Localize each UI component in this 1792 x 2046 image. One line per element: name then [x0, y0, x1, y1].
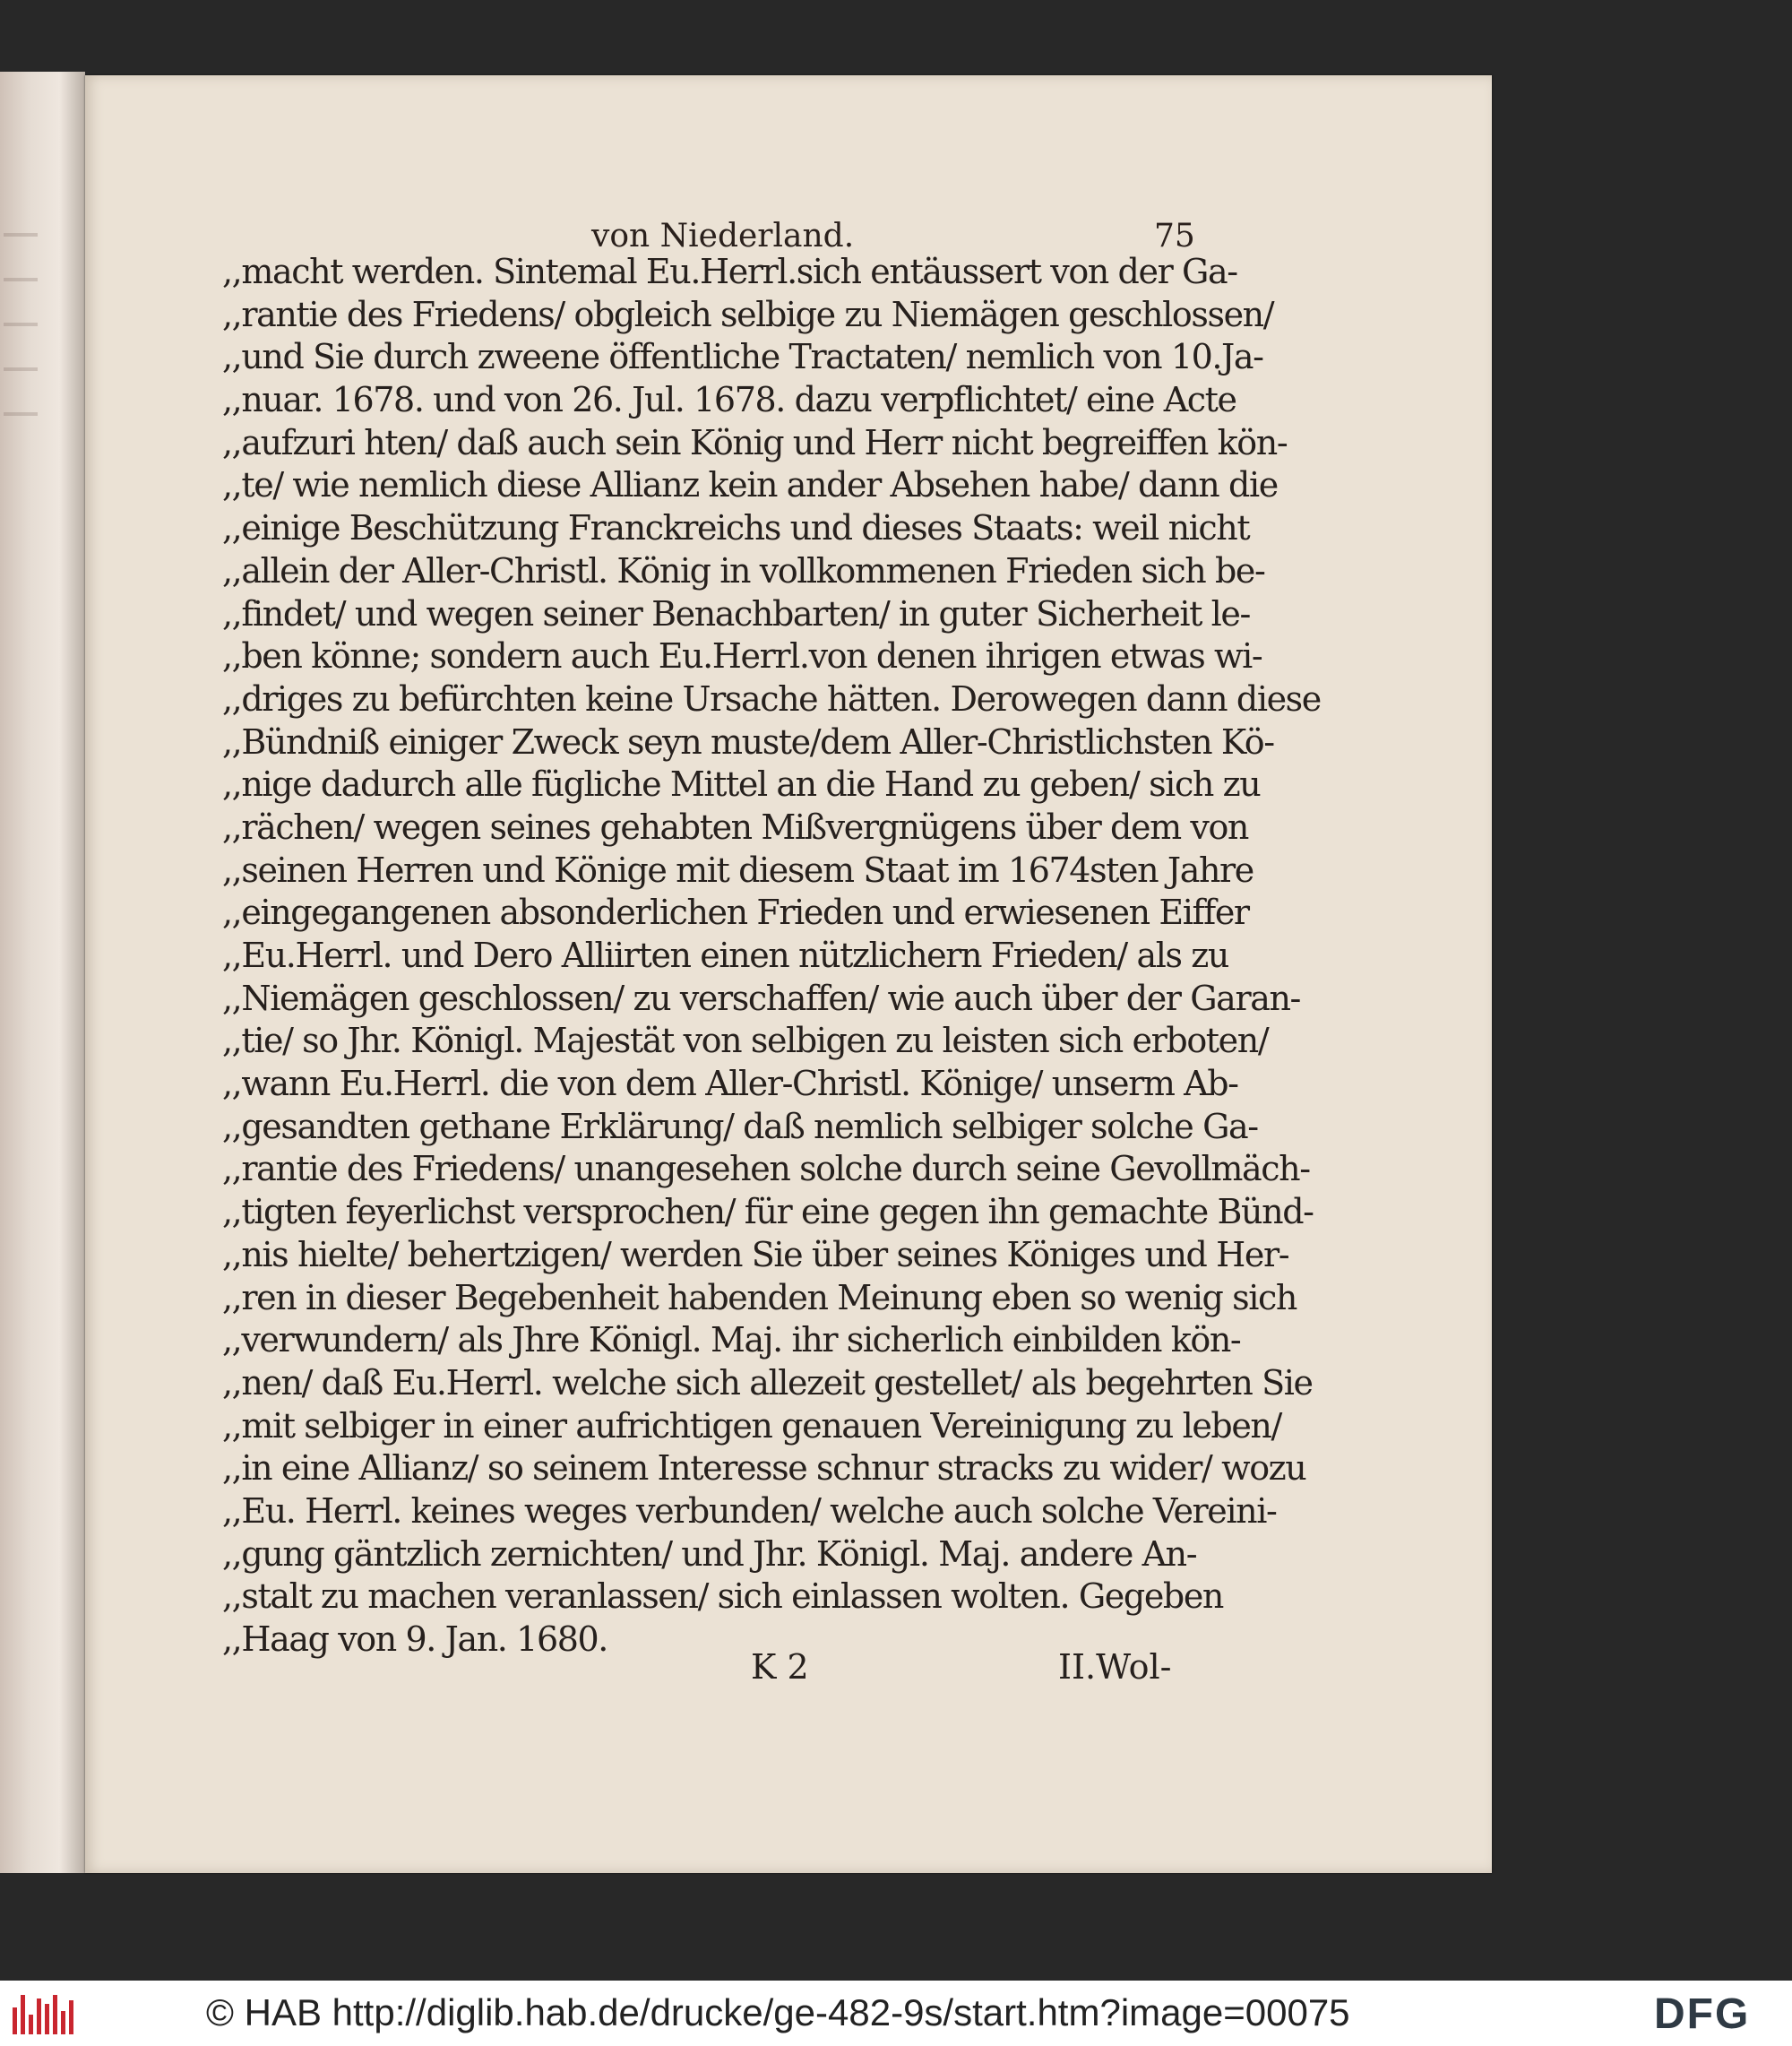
text-line: ,,Haag von 9. Jan. 1680.	[222, 1619, 607, 1659]
text-line: ,,nige dadurch alle fügliche Mittel an die Hand zu geben/ sich zu	[222, 764, 1261, 805]
text-line: ,,tigten feyerlichst versprochen/ für eine gegen ihn gemachte Bünd-	[222, 1192, 1314, 1232]
text-line: ,,aufzuri hten/ daß auch sein König und Herr nicht begreiffen kön-	[222, 422, 1288, 462]
text-line: ,,tie/ so Jhr. Königl. Majestät von selbigen zu leisten sich erboten/	[222, 1021, 1269, 1061]
text-line: ,,rantie des Friedens/ unangesehen solche durch seine Gevollmäch-	[222, 1149, 1310, 1189]
dfg-logo: DFG	[1654, 1990, 1751, 2038]
text-line: ,,in eine Allianz/ so seinem Interesse schnur stracks zu wider/ wozu	[222, 1448, 1306, 1489]
text-line: ,,und Sie durch zweene öffentliche Tractaten/ nemlich von 10.Ja-	[222, 337, 1263, 377]
text-line: ,,mit selbiger in einer aufrichtigen genauen Vereinigung zu leben/	[222, 1405, 1281, 1446]
text-line: ,,allein der Aller-Christl. König in vollkommenen Frieden sich be-	[222, 550, 1265, 591]
text-line: ,,Bündniß einiger Zweck seyn muste/dem Aller-Christlichsten Kö-	[222, 721, 1274, 762]
attribution-bar	[0, 1981, 1792, 2046]
credit-link[interactable]: © HAB http://diglib.hab.de/drucke/ge-482-9s/start.htm?image=00075	[206, 1991, 1350, 2033]
hab-logo-icon	[13, 1993, 75, 2034]
text-line: ,,gesandten gethane Erklärung/ daß nemlich selbiger solche Ga-	[222, 1106, 1258, 1146]
page-number: 75	[1154, 218, 1195, 255]
text-line: ,,rantie des Friedens/ obgleich selbige zu Niemägen geschlossen/	[222, 294, 1274, 334]
text-line: ,,wann Eu.Herrl. die von dem Aller-Christl. Könige/ unserm Ab-	[222, 1064, 1238, 1104]
text-line: ,,Eu.Herrl. und Dero Alliirten einen nützlichern Frieden/ als zu	[222, 936, 1228, 975]
text-line: ,,eingegangenen absonderlichen Frieden und erwiesenen Eiffer	[222, 893, 1249, 933]
text-line: ,,Eu. Herrl. keines weges verbunden/ welche auch solche Vereini-	[222, 1490, 1277, 1531]
text-line: ,,verwundern/ als Jhre Königl. Maj. ihr sicherlich einbilden kön-	[222, 1320, 1241, 1360]
text-line: ,,stalt zu machen veranlassen/ sich einlassen wolten. Gegeben	[222, 1576, 1223, 1617]
catchword: II.Wol-	[1058, 1647, 1172, 1687]
text-line: ,,macht werden. Sintemal Eu.Herrl.sich entäussert von der Ga-	[222, 252, 1237, 291]
text-line: ,,Niemägen geschlossen/ zu verschaffen/ wie auch über der Garan-	[222, 978, 1300, 1018]
page-footer	[222, 1647, 1190, 1692]
body-text	[222, 251, 1321, 1662]
text-line: ,,ben könne; sondern auch Eu.Herrl.von denen ihrigen etwas wi-	[222, 636, 1262, 677]
text-line: ,,nuar. 1678. und von 26. Jul. 1678. dazu verpflichtet/ eine Acte	[222, 380, 1236, 420]
previous-page-edge	[0, 72, 85, 1873]
text-line: ,,ren in dieser Begebenheit habenden Meinung eben so wenig sich	[222, 1277, 1297, 1317]
text-line: ,,driges zu befürchten keine Ursache hätten. Derowegen dann diese	[222, 678, 1321, 719]
text-line: ,,rächen/ wegen seines gehabten Mißvergnügens über dem von	[222, 807, 1249, 847]
text-line: ,,findet/ und wegen seiner Benachbarten/ in guter Sicherheit le-	[222, 593, 1250, 634]
signature-mark: K 2	[751, 1647, 809, 1687]
text-line: ,,nen/ daß Eu.Herrl. welche sich allezeit gestellet/ als begehrten Sie	[222, 1362, 1313, 1403]
text-line: ,,te/ wie nemlich diese Allianz kein ander Absehen habe/ dann die	[222, 465, 1278, 505]
text-line: ,,seinen Herren und Könige mit diesem Staat im 1674sten Jahre	[222, 850, 1254, 890]
running-head-title: von Niederland.	[591, 218, 855, 255]
text-line: ,,einige Beschützung Franckreichs und dieses Staats: weil nicht	[222, 508, 1250, 548]
text-line: ,,gung gäntzlich zernichten/ und Jhr. Königl. Maj. andere An-	[222, 1533, 1197, 1574]
text-line: ,,nis hielte/ behertzigen/ werden Sie über seines Königes und Her-	[222, 1234, 1289, 1274]
